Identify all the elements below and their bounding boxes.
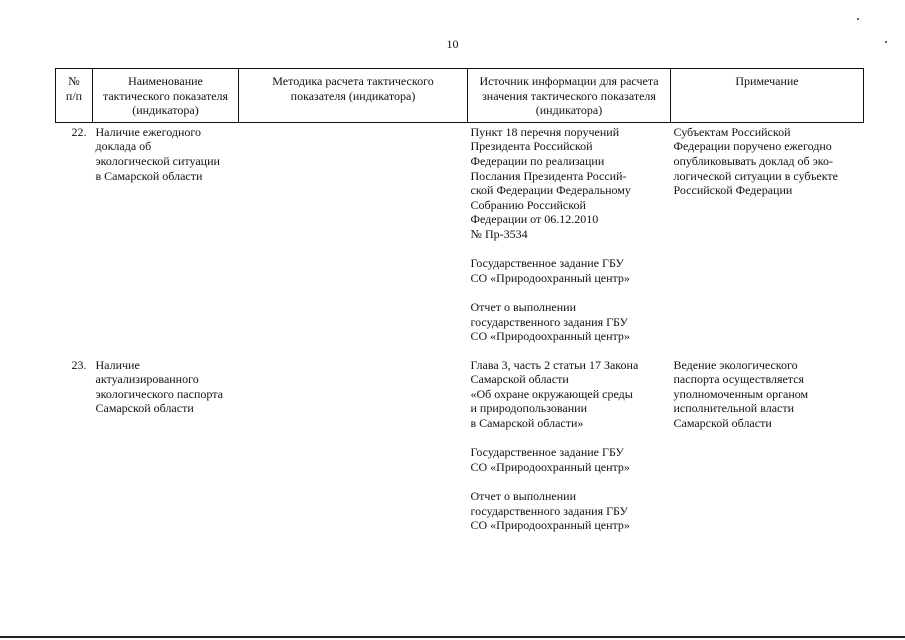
calculation-method	[239, 122, 468, 357]
header-note: Примечание	[671, 69, 864, 123]
indicator-name: Наличие ежегодного доклада об экологической ситуации в Самарской области	[95, 124, 220, 183]
note: Субъектам Российской Федерации поручено ежегодно опубликовывать доклад об эко- логической ситуации в субъекте Российской Федерации	[673, 124, 838, 198]
table-header-row	[56, 69, 864, 123]
header-information-source: Источник информации для расчета значения тактического показателя (индикатора)	[468, 69, 671, 123]
source-item: Государственное задание ГБУ СО «Природоохранный центр»	[470, 256, 630, 285]
source-item: Глава 3, часть 2 статьи 17 Закона Самарской области «Об охране окружающей среды и природопользовании в Самарской области»	[470, 357, 639, 431]
note: Ведение экологического паспорта осуществляется уполномоченным органом исполнительной власти Самарской области	[673, 357, 809, 431]
table-row	[56, 358, 864, 533]
source-item: Отчет о выполнении государственного задания ГБУ СО «Природоохранный центр»	[470, 299, 630, 344]
source-item: Государственное задание ГБУ СО «Природоохранный центр»	[470, 445, 630, 474]
header-number: № п/п	[56, 69, 93, 123]
source-item: Отчет о выполнении государственного задания ГБУ СО «Природоохранный центр»	[470, 489, 630, 533]
indicators-table	[55, 68, 864, 533]
scan-bottom-edge	[0, 636, 905, 638]
page-number: 10	[446, 37, 459, 51]
indicator-name: Наличие актуализированного экологического паспорта Самарской области	[95, 357, 223, 416]
row-number: 22.	[71, 124, 87, 139]
row-number: 23.	[71, 357, 87, 372]
scan-speck	[857, 18, 859, 20]
information-source	[468, 122, 671, 357]
header-calculation-method: Методика расчета тактического показателя (индикатора)	[239, 69, 468, 123]
header-indicator-name: Наименование тактического показателя (индикатора)	[93, 69, 239, 123]
source-item: Пункт 18 перечня поручений Президента Российской Федерации по реализации Послания Президента Россий- ской Федерации Федеральному Собранию Российской Федерации от 06.12.2010 № Пр-3534	[470, 124, 631, 241]
calculation-method	[239, 358, 468, 533]
information-source	[468, 358, 671, 533]
table-row	[56, 122, 864, 357]
scan-speck	[885, 41, 887, 43]
